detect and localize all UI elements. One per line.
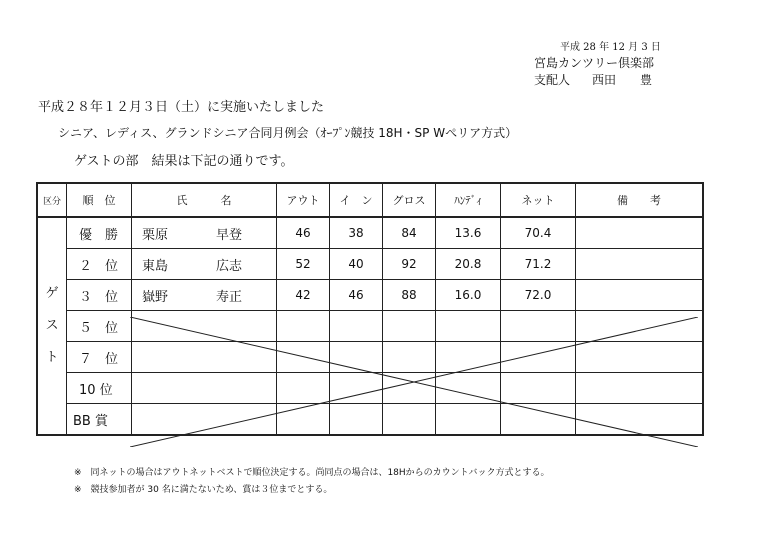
out-cell bbox=[277, 311, 330, 342]
gross-cell bbox=[383, 311, 436, 342]
handicap-cell bbox=[436, 311, 501, 342]
note-cell bbox=[576, 373, 704, 404]
out-cell bbox=[277, 373, 330, 404]
in-cell: 38 bbox=[330, 217, 383, 249]
representative-given-name: 豊 bbox=[640, 73, 653, 87]
table-row bbox=[37, 373, 703, 404]
rank-cell: 優 勝 bbox=[67, 217, 132, 249]
table-header-row bbox=[37, 183, 703, 217]
player-given-name: 早登 bbox=[216, 227, 243, 243]
name-cell bbox=[132, 217, 277, 249]
net-cell: 71.2 bbox=[501, 249, 576, 280]
rank-cell: BB 賞 bbox=[67, 404, 132, 436]
note-cell bbox=[576, 249, 704, 280]
name-cell bbox=[132, 280, 277, 311]
in-cell bbox=[330, 404, 383, 436]
club-name: 宮島カンツリー倶楽部 bbox=[534, 56, 655, 70]
footnote-tiebreak: ※ 同ネットの場合はアウトネットベストで順位決定する。尚同点の場合は、18Hからのカウントバック方式とする。 bbox=[74, 468, 550, 478]
handicap-cell: 13.6 bbox=[436, 217, 501, 249]
intro-line-date: 平成２８年１２月３日（土）に実施いたしました bbox=[38, 100, 325, 115]
header-net: ネット bbox=[501, 183, 576, 217]
net-cell: 70.4 bbox=[501, 217, 576, 249]
handicap-cell bbox=[436, 373, 501, 404]
table-row bbox=[37, 404, 703, 436]
results-table bbox=[36, 182, 704, 436]
name-cell bbox=[132, 373, 277, 404]
in-cell bbox=[330, 311, 383, 342]
table-row bbox=[37, 280, 703, 311]
category-cell bbox=[37, 217, 67, 435]
intro-line-competition: シニア、レディス、グランドシニア合同月例会（ｵｰﾌﾟﾝ競技 18H・SP Wぺリア方式） bbox=[58, 126, 518, 140]
table-row bbox=[37, 249, 703, 280]
in-cell: 46 bbox=[330, 280, 383, 311]
representative-title: 支配人 bbox=[534, 73, 571, 87]
gross-cell: 92 bbox=[383, 249, 436, 280]
note-cell bbox=[576, 280, 704, 311]
representative bbox=[534, 71, 652, 88]
player-surname: 栗原 bbox=[142, 227, 169, 243]
note-cell bbox=[576, 342, 704, 373]
gross-cell bbox=[383, 404, 436, 436]
handicap-cell bbox=[436, 404, 501, 436]
name-cell bbox=[132, 404, 277, 436]
table-row bbox=[37, 342, 703, 373]
note-cell bbox=[576, 217, 704, 249]
handicap-cell bbox=[436, 342, 501, 373]
name-cell bbox=[132, 342, 277, 373]
header-in: イ ン bbox=[330, 183, 383, 217]
rank-cell: 10 位 bbox=[67, 373, 132, 404]
footnote-prize-limit: ※ 競技参加者が 30 名に満たないため、賞は３位までとする。 bbox=[74, 485, 333, 495]
player-given-name: 寿正 bbox=[216, 289, 243, 305]
net-cell bbox=[501, 311, 576, 342]
out-cell: 42 bbox=[277, 280, 330, 311]
out-cell bbox=[277, 342, 330, 373]
header-gross: グロス bbox=[383, 183, 436, 217]
in-cell bbox=[330, 373, 383, 404]
net-cell bbox=[501, 404, 576, 436]
header-name: 氏 名 bbox=[132, 183, 277, 217]
gross-cell: 88 bbox=[383, 280, 436, 311]
out-cell bbox=[277, 404, 330, 436]
rank-cell: ２ 位 bbox=[67, 249, 132, 280]
header-note: 備 考 bbox=[576, 183, 704, 217]
net-cell bbox=[501, 342, 576, 373]
out-cell: 46 bbox=[277, 217, 330, 249]
in-cell bbox=[330, 342, 383, 373]
out-cell: 52 bbox=[277, 249, 330, 280]
intro-line-result: ゲストの部 結果は下記の通りです。 bbox=[74, 154, 294, 169]
category-char: ス bbox=[45, 318, 59, 333]
gross-cell bbox=[383, 342, 436, 373]
header-rank: 順 位 bbox=[67, 183, 132, 217]
representative-surname: 西田 bbox=[592, 73, 617, 87]
gross-cell bbox=[383, 373, 436, 404]
gross-cell: 84 bbox=[383, 217, 436, 249]
header-category: 区分 bbox=[37, 183, 67, 217]
in-cell: 40 bbox=[330, 249, 383, 280]
category-char: ト bbox=[45, 350, 59, 365]
name-cell bbox=[132, 311, 277, 342]
handicap-cell: 16.0 bbox=[436, 280, 501, 311]
net-cell bbox=[501, 373, 576, 404]
net-cell: 72.0 bbox=[501, 280, 576, 311]
header-out: アウト bbox=[277, 183, 330, 217]
table-row bbox=[37, 217, 703, 249]
header-handicap: ﾊﾝﾃﾞｨ bbox=[436, 183, 501, 217]
handicap-cell: 20.8 bbox=[436, 249, 501, 280]
name-cell bbox=[132, 249, 277, 280]
rank-cell: ７ 位 bbox=[67, 342, 132, 373]
table-row bbox=[37, 311, 703, 342]
category-label bbox=[38, 281, 66, 371]
document-date: 平成 28 年 12 月 3 日 bbox=[560, 42, 661, 53]
player-given-name: 広志 bbox=[216, 258, 243, 274]
note-cell bbox=[576, 404, 704, 436]
note-cell bbox=[576, 311, 704, 342]
rank-cell: ５ 位 bbox=[67, 311, 132, 342]
player-surname: 嶽野 bbox=[142, 289, 169, 305]
rank-cell: ３ 位 bbox=[67, 280, 132, 311]
player-surname: 東島 bbox=[142, 258, 169, 274]
category-char: ゲ bbox=[45, 286, 59, 301]
